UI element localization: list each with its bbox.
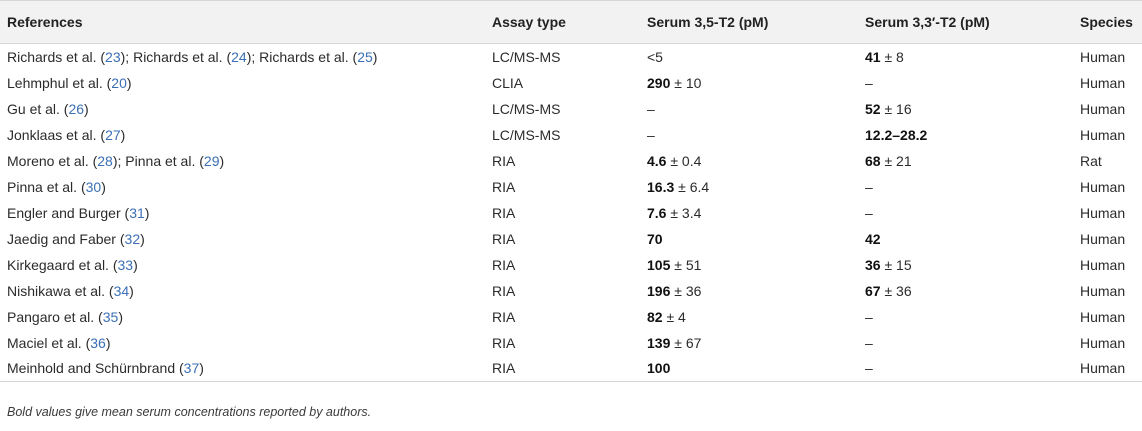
cell-references [0,148,492,174]
header-row [0,1,1142,44]
citation-link[interactable]: 24 [231,48,247,65]
mean-value: 290 [647,74,671,91]
value-detail: <5 [647,48,663,65]
reference-author: Jonklaas et al. ( [7,126,106,143]
table-footnote: Bold values give mean serum concentrations reported by authors. [7,405,372,419]
cell-serum-35-t2 [647,96,865,122]
reference-author: Kirkegaard et al. ( [7,256,118,273]
cell-references [0,278,492,304]
cell-assay-type: RIA [492,256,516,273]
citation-link[interactable]: 27 [105,126,121,143]
table-row [0,122,1142,148]
cell-serum-35-t2 [647,278,865,304]
citation-link[interactable]: 36 [90,334,106,351]
table-row [0,96,1142,122]
mean-value: 100 [647,360,671,377]
cell-assay-type: LC/MS-MS [492,100,561,117]
value-detail: ± 67 [670,334,702,351]
citation-link[interactable]: 29 [203,152,220,169]
table-row [0,226,1142,252]
citation-link[interactable]: 28 [97,152,113,169]
reference-author: Meinhold and Schürnbrand ( [7,360,184,377]
cell-references [0,174,492,200]
cell-species: Human [1080,282,1126,299]
mean-value: 196 [647,282,671,299]
cell-serum-35-t2 [647,122,865,148]
value-detail: ± 21 [880,152,912,169]
cell-serum-35-t2 [647,70,865,96]
citation-link[interactable]: 20 [111,74,127,91]
cell-serum-35-t2 [647,330,865,356]
reference-close: ) [120,126,126,143]
reference-author: Pinna et al. ( [7,178,86,195]
cell-assay-type: RIA [492,230,516,247]
cell-references [0,304,492,330]
cell-serum-35-t2 [647,148,865,174]
reference-author: Pinna et al. ( [125,152,204,169]
mean-value: 67 [865,282,881,299]
table-row [0,330,1142,356]
reference-close: ) [133,256,138,273]
cell-species: Human [1080,308,1126,325]
cell-serum-35-t2 [647,356,865,382]
cell-serum-33-t2 [865,356,1080,382]
cell-species: Human [1080,256,1126,273]
reference-close: ) [199,360,204,377]
reference-author: Lehmphul et al. ( [7,74,112,91]
cell-references [0,356,492,382]
value-detail: ± 36 [880,282,912,299]
cell-serum-33-t2 [865,122,1080,148]
cell-assay-type: RIA [492,356,647,382]
cell-references [0,330,492,356]
col-header-references: References [0,1,492,44]
cell-assay-type: RIA [492,178,516,195]
mean-value: 16.3 [647,178,675,195]
reference-close: ) [144,204,150,221]
value-detail: ± 51 [670,256,702,273]
mean-value: 7.6 [647,204,667,221]
citation-link[interactable]: 37 [183,360,200,377]
cell-assay-type: RIA [492,308,516,325]
cell-species: Human [1080,48,1126,65]
citation-link[interactable]: 33 [117,256,134,273]
cell-serum-35-t2 [647,174,865,200]
table-row [0,278,1142,304]
cell-references [0,252,492,278]
value-detail: ± 10 [670,74,702,91]
value-detail: ± 6.4 [674,178,710,195]
value-detail: ± 0.4 [666,152,702,169]
value-detail: – [865,74,873,91]
cell-assay-type: LC/MS-MS [492,48,561,65]
table-row [0,148,1142,174]
col-header-serum-33-t2: Serum 3,3′-T2 (pM) [865,1,1080,44]
reference-close: ) [219,152,225,169]
value-detail: ± 15 [880,256,912,273]
citation-link[interactable]: 32 [124,230,141,247]
reference-author: Richards et al. ( [133,48,232,65]
reference-author: Richards et al. ( [259,48,358,65]
reference-author: Pangaro et al. ( [7,308,103,325]
col-header-species: Species [1080,1,1142,44]
reference-close: ) [101,178,106,195]
mean-value: 70 [647,230,663,247]
reference-close: ) [140,230,145,247]
cell-species: Human [1080,126,1126,143]
reference-author: Jaedig and Faber ( [7,230,125,247]
cell-references [0,44,492,70]
citation-link[interactable]: 31 [129,204,145,221]
reference-close: ) [126,74,132,91]
value-detail: – [865,360,873,377]
value-detail: – [865,334,873,351]
table-row [0,356,1142,382]
citation-link[interactable]: 30 [85,178,102,195]
cell-assay-type: CLIA [492,74,524,91]
cell-assay-type: RIA [492,334,516,351]
mean-value: 139 [647,334,671,351]
value-detail: ± 36 [670,282,702,299]
table-row [0,44,1142,70]
citation-link[interactable]: 23 [105,48,121,65]
cell-references [0,226,492,252]
cell-references [0,122,492,148]
table-row [0,304,1142,330]
mean-value: 82 [647,308,663,325]
cell-serum-35-t2 [647,226,865,252]
cell-species: Human [1080,356,1142,382]
reference-close: ) [105,334,111,351]
cell-serum-33-t2 [865,226,1080,252]
cell-serum-33-t2 [865,200,1080,226]
reference-author: Moreno et al. ( [7,152,98,169]
cell-serum-33-t2 [865,304,1080,330]
citation-link[interactable]: 35 [102,308,119,325]
cell-serum-33-t2 [865,44,1080,70]
reference-close: ) [118,308,123,325]
table-row [0,200,1142,226]
reference-close: ) [372,48,378,65]
cell-species: Human [1080,100,1126,117]
cell-serum-33-t2 [865,174,1080,200]
value-detail: ± 3.4 [666,204,702,221]
cell-assay-type: LC/MS-MS [492,126,561,143]
cell-serum-35-t2 [647,252,865,278]
cell-serum-35-t2 [647,200,865,226]
table-row [0,174,1142,200]
value-detail: ± 8 [880,48,904,65]
cell-assay-type: RIA [492,204,516,221]
value-detail: – [865,204,873,221]
cell-serum-35-t2 [647,304,865,330]
col-header-assay-type: Assay type [492,1,647,44]
mean-value: 105 [647,256,671,273]
cell-species: Human [1080,204,1126,221]
cell-serum-33-t2 [865,278,1080,304]
table-row [0,252,1142,278]
cell-references [0,200,492,226]
reference-author: Engler and Burger ( [7,204,130,221]
mean-value: 68 [865,152,881,169]
cell-references [0,96,492,122]
reference-author: Gu et al. ( [7,100,69,117]
reference-author: Nishikawa et al. ( [7,282,114,299]
mean-value: 12.2–28.2 [865,126,928,143]
reference-close: ) [84,100,89,117]
reference-author: Maciel et al. ( [7,334,91,351]
citation-link[interactable]: 26 [68,100,85,117]
cell-species: Human [1080,178,1126,195]
cell-serum-33-t2 [865,70,1080,96]
cell-serum-33-t2 [865,148,1080,174]
col-header-serum-35-t2: Serum 3,5-T2 (pM) [647,1,865,44]
mean-value: 52 [865,100,881,117]
cell-species: Human [1080,334,1126,351]
value-detail: ± 4 [662,308,686,325]
value-detail: ± 16 [880,100,912,117]
value-detail: – [865,308,873,325]
cell-serum-35-t2 [647,44,865,70]
table-row [0,70,1142,96]
citation-link[interactable]: 25 [357,48,373,65]
mean-value: 41 [865,48,881,65]
reference-close: ); [120,48,134,65]
mean-value: 36 [865,256,881,273]
cell-serum-33-t2 [865,330,1080,356]
reference-author: Richards et al. ( [7,48,106,65]
citation-link[interactable]: 34 [113,282,130,299]
cell-assay-type: RIA [492,282,516,299]
cell-species: Human [1080,74,1126,91]
mean-value: 4.6 [647,152,667,169]
cell-species: Rat [1080,152,1102,169]
cell-assay-type: RIA [492,152,516,169]
reference-close: ) [129,282,134,299]
value-detail: – [647,126,655,143]
cell-serum-33-t2 [865,96,1080,122]
cell-species: Human [1080,230,1126,247]
reference-close: ); [112,152,126,169]
reference-close: ); [246,48,260,65]
cell-references [0,70,492,96]
value-detail: – [865,178,873,195]
value-detail: – [647,100,655,117]
mean-value: 42 [865,230,881,247]
table-body [0,44,1142,382]
cell-serum-33-t2 [865,252,1080,278]
